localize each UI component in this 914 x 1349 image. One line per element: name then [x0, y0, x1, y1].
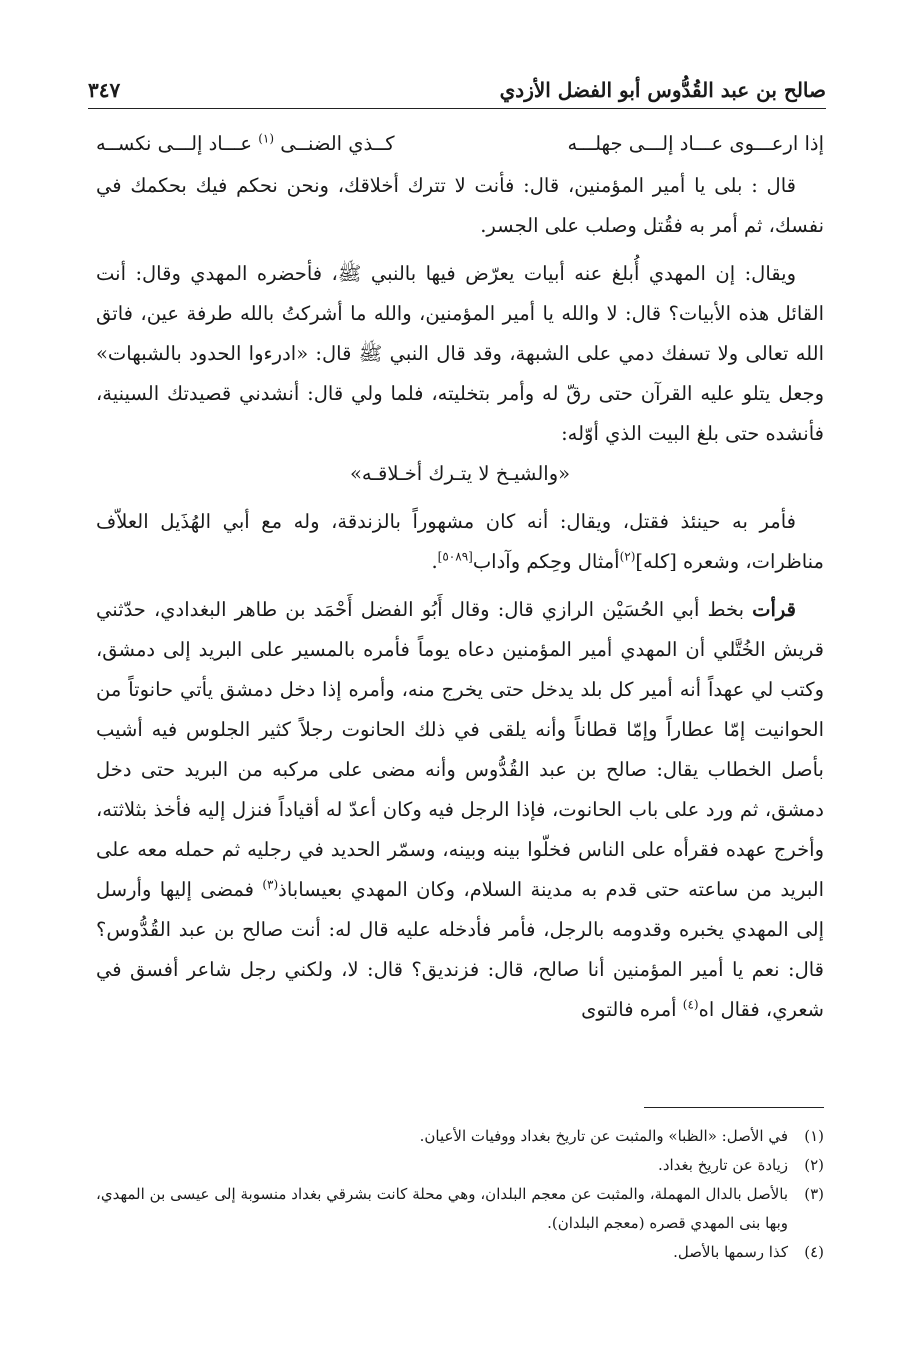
footnote-number: (١): [804, 1127, 824, 1145]
footnote-1: [96, 1122, 824, 1151]
footnote-separator: [644, 1107, 824, 1108]
footnote-marker-2: (٢): [619, 549, 636, 564]
paragraph-3-text: فأمر به حينئذ فقتل، ويقال: أنه كان مشهوراً بالزندقة، وله مع أبي الهُذَيل العلاّف مناظرات، وشعره [كله]: [96, 510, 824, 573]
paragraph-4: [96, 590, 824, 1030]
footnote-number: (٣): [804, 1185, 824, 1203]
page-number: ٣٤٧: [88, 78, 121, 102]
footnote-number: (٢): [804, 1156, 824, 1174]
verse-second-hemistich-part2: عـــاد إلـــى نكســه: [96, 132, 253, 155]
footnote-marker-1: (١): [258, 131, 275, 146]
verse-first-hemistich: إذا ارعـــوى عـــاد إلـــى جهلـــه: [567, 132, 824, 155]
running-title: صالح بن عبد القُدُّوس أبو الفضل الأزدي: [499, 78, 826, 102]
footnote-3: [96, 1180, 824, 1238]
verse-second-hemistich-part1: كــذي الضنــى: [280, 132, 395, 155]
footnote-text: بالأصل بالدال المهملة، والمثبت عن معجم البلدان، وهي محلة كانت بشرقي بغداد منسوبة إلى عيسى بن المهدي، وبها بنى المهدي قصره (معجم البلدان).: [96, 1185, 788, 1232]
footnote-number: (٤): [804, 1243, 824, 1261]
paragraph-3-end: .: [431, 550, 438, 573]
verse-second-hemistich: [96, 124, 395, 164]
footnote-2: [96, 1151, 824, 1180]
paragraph-3: [96, 502, 824, 582]
running-header: [88, 62, 826, 109]
footnote-4: [96, 1238, 824, 1267]
paragraph-2: ويقال: إن المهدي أُبلغ عنه أبيات يعرّض فيها بالنبي ﷺ، فأحضره المهدي وقال: أنت القائل هذه الأبيات؟ قال: لا والله يا أمير المؤمنين، والله ما أشركتُ بالله طرفة عين، فاتق الله تعالى ولا تسفك دمي على الشبهة، وقد قال النبي ﷺ قال: «ادرءوا الحدود بالشبهات» وجعل يتلو عليه القرآن حتى رقّ له وأمر بتخليته، فلما ولي قال: أنشدني قصيدتك السينية، فأنشده حتى بلغ البيت الذي أوّله:: [96, 262, 824, 445]
paragraph-3-text-cont: أمثال وحِكم وآداب: [472, 550, 620, 573]
paragraph-1: قال : بلى يا أمير المؤمنين، قال: فأنت لا تترك أخلاقك، ونحن نحكم فيك بحكمك في نفسك، ثم أمر به فقُتل وصلب على الجسر.: [96, 174, 824, 237]
footnote-marker-4: (٤): [682, 997, 699, 1012]
paragraph-4-text: بخط أبي الحُسَيْن الرازي قال: وقال أَبُو الفضل أَحْمَد بن طاهر البغدادي، حدّثني قريش الخُتَّلي أن المهدي أمير المؤمنين دعاه يوماً فأمره بالمسير على البريد إلى دمشق، وكتب لي عهداً أنه أمير كل بلد يدخل حتى يخرج منه، وأمره إذا دخل دمشق يأتي حانوتاً من الحوانيت إمّا عطاراً وإمّا قطاناً وأنه يلقى في ذلك الحانوت رجلاً كثير الجلوس فيه أشيب بأصل الخطاب يقال: صالح بن عبد القُدُّوس وأنه مضى على مركبه من البريد حتى دخل دمشق، ثم ورد على باب الحانوت، فإذا الرجل فيه وكان أعدّ له أقياداً فنزل إليه فأخذ بثلاثته، وأخرج عهده فقرأه على الناس فخلّوا بينه وبينه، وسمّر الحديد في رجليه ثم حمله معه على البريد من ساعته حتى قدم به مدينة السلام، وكان المهدي بعيساباذ: [96, 598, 824, 901]
paragraph-4-lead-word: قرأت: [752, 598, 796, 621]
source-reference: [٥٠٨٩]: [437, 549, 473, 564]
footnote-text: في الأصل: «الظبا» والمثبت عن تاريخ بغداد ووفيات الأعيان.: [419, 1127, 788, 1145]
paragraph-4-text-cont: فمضى إليها وأرسل إلى المهدي يخبره وقدومه بالرجل، فأمر فأدخله عليه قال له: أنت صالح بن عبد القُدُّوس؟ قال: نعم يا أمير المؤمنين أنا صالح، قال: فزنديق؟ قال: لا، ولكني رجل شاعر أفسق في شعري، فقال اه: [96, 878, 824, 1021]
paragraph-4-text-end: أمره فالتوى: [581, 998, 683, 1021]
verse-line: [96, 124, 824, 166]
main-text: [96, 124, 824, 1030]
quoted-verse: «والشيـخ لا يتـرك أخـلاقـه»: [349, 462, 571, 485]
footnote-marker-3: (٣): [262, 877, 279, 892]
footnote-text: زيادة عن تاريخ بغداد.: [658, 1156, 788, 1174]
footnote-text: كذا رسمها بالأصل.: [673, 1243, 788, 1261]
footnotes: [96, 1122, 824, 1267]
